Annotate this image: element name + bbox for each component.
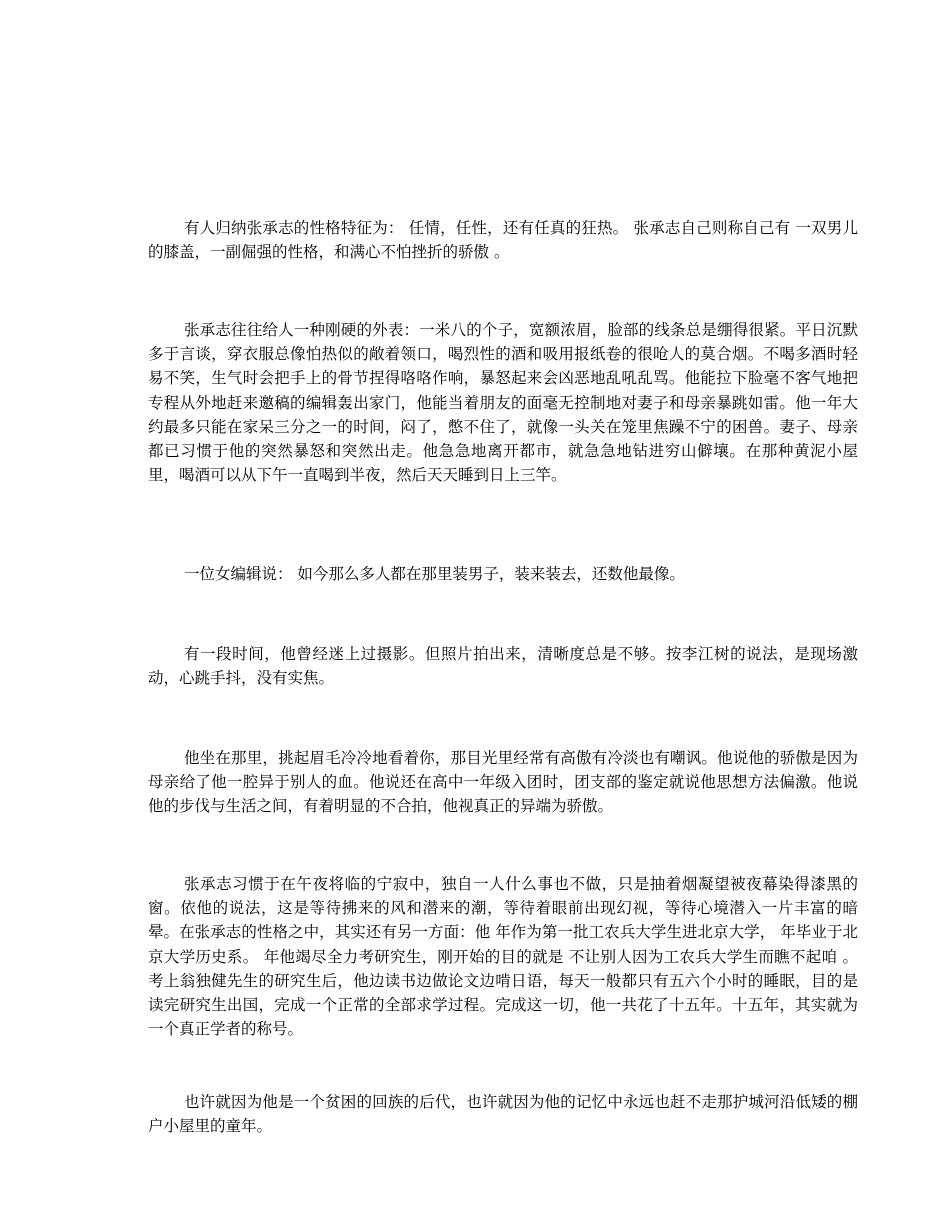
- paragraph-pride: 他坐在那里，挑起眉毛冷冷地看着你，那目光里经常有高傲有冷淡也有嘲讽。他说他的骄傲是因为母亲给了他一腔异于别人的血。他说还在高中一年级入团时，团支部的鉴定就说他思想方法偏激。他说他的步伐与生活之间，有着明显的不合拍，他视真正的异端为骄傲。: [148, 749, 858, 816]
- paragraph-childhood: 也许就因为他是一个贫困的回族的后代，也许就因为他的记忆中永远也赶不走那护城河沿低矮的棚户小屋里的童年。: [148, 1093, 858, 1136]
- paragraph-editor-quote: 一位女编辑说： 如今那么多人都在那里装男子，装来装去，还数他最像。: [184, 565, 685, 583]
- paragraph-appearance: 张承志往往给人一种刚硬的外表：一米八的个子，宽额浓眉，脸部的线条总是绷得很紧。平日沉默多于言谈，穿衣服总像怕热似的敞着领口，喝烈性的酒和吸用报纸卷的很呛人的莫合烟。不喝多酒时轻易不笑，生气时会把手上的骨节捏得咯咯作响，暴怒起来会凶恶地乱吼乱骂。他能拉下脸毫不客气地把专程从外地赶来邀稿的编辑轰出家门，他能当着朋友的面毫无控制地对妻子和母亲暴跳如雷。他一年大约最多只能在家呆三分之一的时间，闷了，憋不住了，就像一头关在笼里焦躁不宁的困兽。妻子、母亲都已习惯于他的突然暴怒和突然出走。他急急地离开都市，就急急地钻进穷山僻壤。在那种黄泥小屋里，喝酒可以从下午一直喝到半夜，然后天天睡到日上三竿。: [148, 321, 858, 485]
- paragraph-midnight-habit: 张承志习惯于在午夜将临的宁寂中，独自一人什么事也不做，只是抽着烟凝望被夜幕染得漆黑的窗。依他的说法，这是等待拂来的风和潜来的潮，等待着眼前出现幻视，等待心境潜入一片丰富的暗晕。在张承志的性格之中，其实还有另一方面：他 年作为第一批工农兵大学生进北京大学， 年毕业于北京大学历史系。 年他竭尽全力考研究生，刚开始的目的就是 不让别人因为工农兵大学生而瞧不起咱 。考上翁独健先生的研究生后，他边读书边做论文边啃日语，每天一般都只有五六个小时的睡眠，目的是读完研究生出国，完成一个正常的全部求学过程。完成这一切，他一共花了十五年。十五年，其实就为一个真正学者的称号。: [148, 875, 858, 1039]
- paragraph-photography: 有一段时间，他曾经迷上过摄影。但照片拍出来，清晰度总是不够。按李江树的说法，是现场激动，心跳手抖，没有实焦。: [148, 645, 858, 688]
- paragraph-character-traits: 有人归纳张承志的性格特征为： 任情，任性，还有任真的狂热。 张承志自己则称自己有 一双男儿的膝盖，一副倔强的性格，和满心不怕挫折的骄傲 。: [148, 219, 858, 262]
